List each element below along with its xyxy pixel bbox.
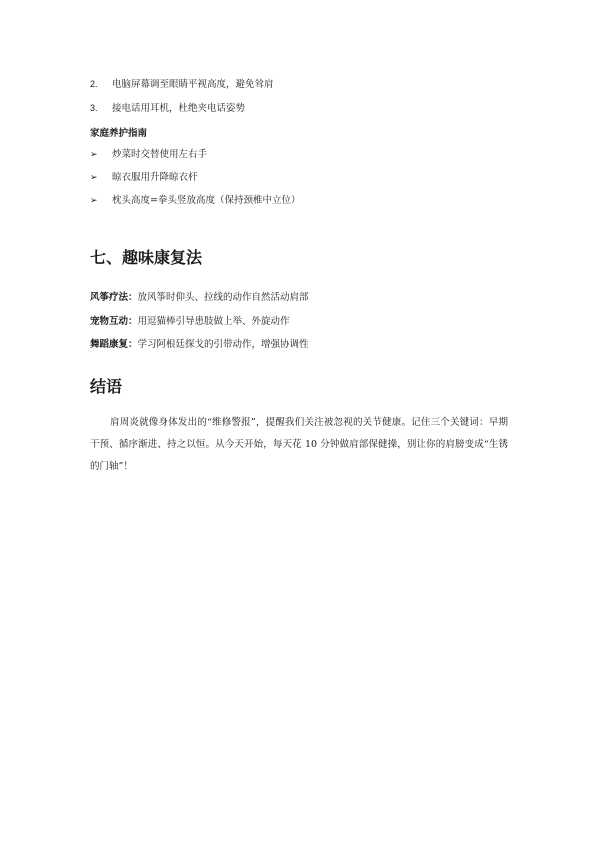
list-item: [90, 172, 198, 184]
method-item: [90, 316, 290, 328]
method-text: 用逗猫棒引导患肢做上举、外旋动作: [137, 316, 290, 327]
list-number: 3.: [90, 103, 98, 113]
method-item: [90, 339, 309, 351]
method-term: 宠物互动：: [90, 316, 138, 327]
list-item: [90, 78, 274, 91]
section-heading: 七、趣味康复法: [90, 248, 203, 267]
list-text: 电脑屏幕调至眼睛平视高度，避免耸肩: [112, 79, 274, 90]
home-care-heading: 家庭养护指南: [90, 128, 148, 139]
method-text: 学习阿根廷探戈的引带动作，增强协调性: [137, 339, 309, 350]
method-text: 放风筝时仰头、拉线的动作自然活动肩部: [137, 292, 309, 303]
list-text: 接电话用耳机，杜绝夹电话姿势: [112, 103, 246, 114]
conclusion-heading: 结语: [90, 377, 123, 396]
method-item: [90, 292, 309, 304]
list-item: [90, 102, 245, 115]
list-text: 枕头高度=拳头竖放高度（保持颈椎中立位）: [112, 195, 301, 206]
list-text: 晾衣服用升降晾衣杆: [112, 172, 198, 183]
arrow-bullet-icon: ➢: [90, 150, 98, 160]
conclusion-paragraph: 肩周炎就像身体发出的“维修警报”，提醒我们关注被忽视的关节健康。记住三个关键词：早期干预、循序渐进、持之以恒。从今天开始，每天花 10 分钟做肩部保健操，别让你的肩膀变成“生锈的门轴”！: [90, 417, 508, 472]
list-item: [90, 195, 300, 207]
arrow-bullet-icon: ➢: [90, 196, 98, 206]
list-text: 炒菜时交替使用左右手: [112, 149, 208, 160]
method-term: 舞蹈康复：: [90, 339, 138, 350]
arrow-bullet-icon: ➢: [90, 173, 98, 183]
method-term: 风筝疗法：: [90, 292, 138, 303]
list-number: 2.: [90, 79, 98, 89]
list-item: [90, 149, 207, 161]
